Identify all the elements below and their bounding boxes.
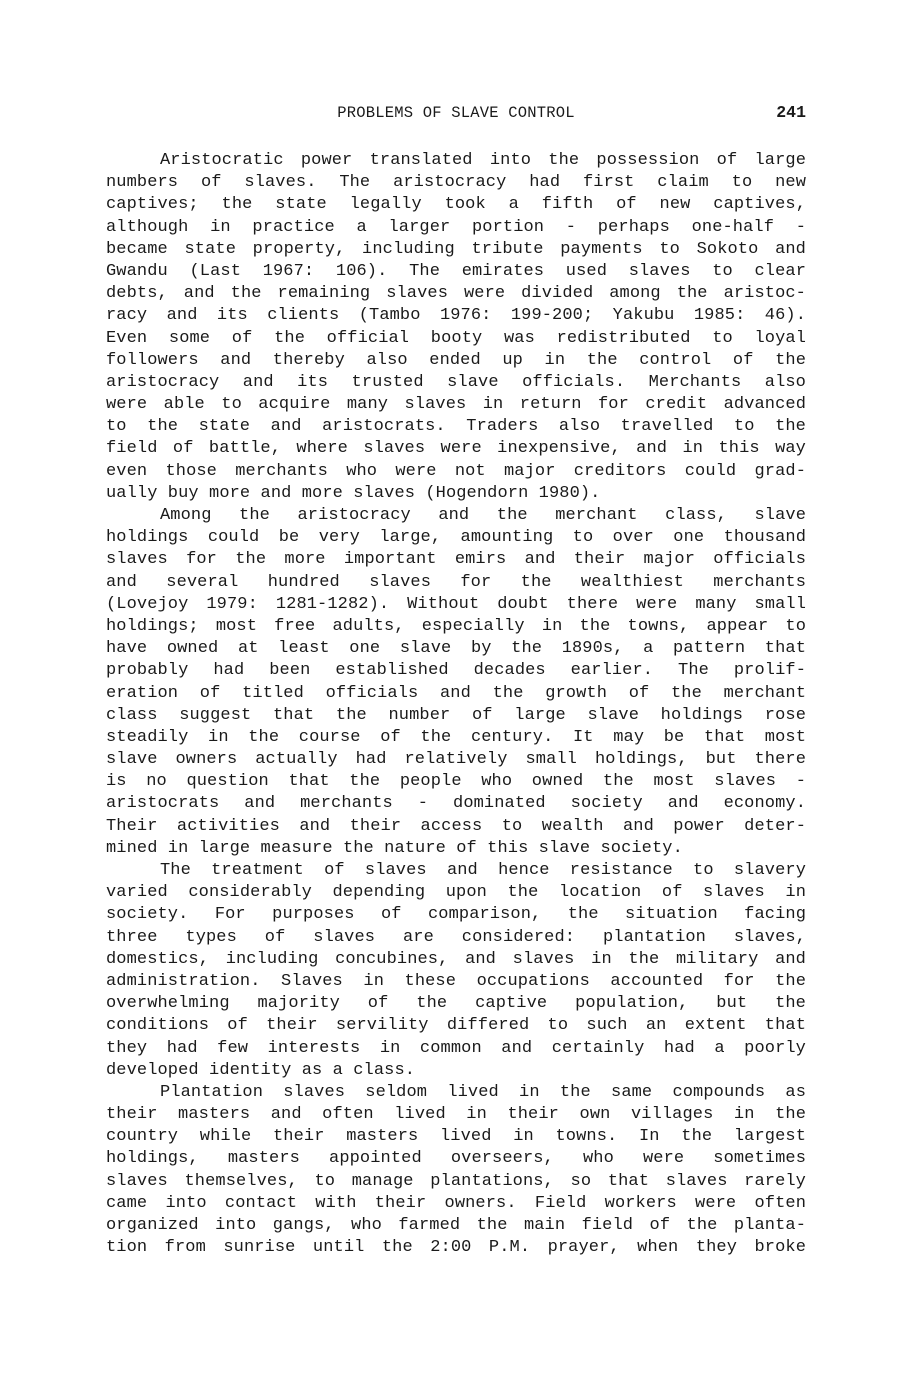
text-line: tion from sunrise until the 2:00 P.M. prayer, when they broke [106, 1238, 806, 1258]
text-line: although in practice a larger portion - perhaps one-half - [106, 217, 806, 237]
text-line: became state property, including tribute payments to Sokoto and [106, 239, 806, 259]
text-line: slave owners actually had relatively small holdings, but there [106, 750, 806, 770]
text-line: slaves themselves, to manage plantations, so that slaves rarely [106, 1171, 806, 1191]
text-line: probably had been established decades earlier. The prolif- [106, 661, 806, 681]
text-line: numbers of slaves. The aristocracy had first claim to new [106, 173, 806, 193]
text-line: administration. Slaves in these occupations accounted for the [106, 971, 806, 991]
text-line: even those merchants who were not major creditors could grad- [106, 461, 806, 481]
page-header [106, 104, 806, 128]
text-line: country while their masters lived in towns. In the largest [106, 1127, 806, 1147]
text-line: captives; the state legally took a fifth of new captives, [106, 195, 806, 215]
text-line: developed identity as a class. [106, 1060, 416, 1080]
text-line: (Lovejoy 1979: 1281-1282). Without doubt there were many small [106, 594, 806, 614]
text-line: Among the aristocracy and the merchant class, slave [160, 506, 806, 525]
text-line: field of battle, where slaves were inexpensive, and in this way [106, 439, 806, 459]
text-line: they had few interests in common and certainly had a poorly [106, 1038, 806, 1058]
text-line: holdings could be very large, amounting to over one thousand [106, 528, 806, 548]
text-line: overwhelming majority of the captive population, but the [106, 994, 806, 1014]
paragraph [106, 150, 806, 505]
text-line: to the state and aristocrats. Traders also travelled to the [106, 417, 806, 437]
text-line: domestics, including concubines, and slaves in the military and [106, 949, 806, 969]
text-line: mined in large measure the nature of this slave society. [106, 838, 683, 858]
paragraph [106, 1082, 806, 1260]
text-line: is no question that the people who owned the most slaves - [106, 772, 806, 792]
text-line: organized into gangs, who farmed the main field of the planta- [106, 1216, 806, 1235]
text-line: holdings, masters appointed overseers, who were sometimes [106, 1149, 806, 1169]
text-line: Their activities and their access to wealth and power deter- [106, 816, 806, 836]
text-line: Plantation slaves seldom lived in the same compounds as [160, 1082, 806, 1102]
text-line: were able to acquire many slaves in return for credit advanced [106, 395, 806, 415]
text-line: their masters and often lived in their own villages in the [106, 1105, 806, 1125]
text-line: debts, and the remaining slaves were divided among the aristoc- [106, 284, 806, 304]
text-line: society. For purposes of comparison, the situation facing [106, 905, 806, 925]
text-line: The treatment of slaves and hence resistance to slavery [160, 861, 806, 880]
text-line: Even some of the official booty was redistributed to loyal [106, 328, 806, 348]
text-line: class suggest that the number of large slave holdings rose [106, 705, 806, 725]
text-line: varied considerably depending upon the location of slaves in [106, 883, 806, 903]
text-line: followers and thereby also ended up in the control of the [106, 350, 806, 370]
text-line: have owned at least one slave by the 1890s, a pattern that [106, 639, 806, 659]
text-line: steadily in the course of the century. It may be that most [106, 727, 806, 747]
text-line: three types of slaves are considered: plantation slaves, [106, 927, 806, 947]
paragraph [106, 860, 806, 1082]
text-line: aristocracy and its trusted slave officials. Merchants also [106, 372, 806, 392]
text-line: Gwandu (Last 1967: 106). The emirates used slaves to clear [106, 261, 806, 281]
text-line: racy and its clients (Tambo 1976: 199-200; Yakubu 1985: 46). [106, 306, 806, 326]
text-line: ually buy more and more slaves (Hogendorn 1980). [106, 483, 601, 503]
paragraph [106, 505, 806, 860]
text-line: eration of titled officials and the growth of the merchant [106, 683, 806, 703]
text-line: and several hundred slaves for the wealthiest merchants [106, 572, 806, 592]
text-line: holdings; most free adults, especially in the towns, appear to [106, 616, 806, 636]
text-line: aristocrats and merchants - dominated society and economy. [106, 794, 806, 814]
page-number: 241 [776, 103, 806, 122]
text-line: slaves for the more important emirs and their major officials [106, 550, 806, 570]
text-line: came into contact with their owners. Field workers were often [106, 1193, 806, 1213]
body-text [106, 150, 806, 1259]
text-line: Aristocratic power translated into the possession of large [160, 151, 806, 170]
running-title: PROBLEMS OF SLAVE CONTROL [337, 104, 575, 122]
text-line: conditions of their servility differed to such an extent that [106, 1016, 806, 1036]
